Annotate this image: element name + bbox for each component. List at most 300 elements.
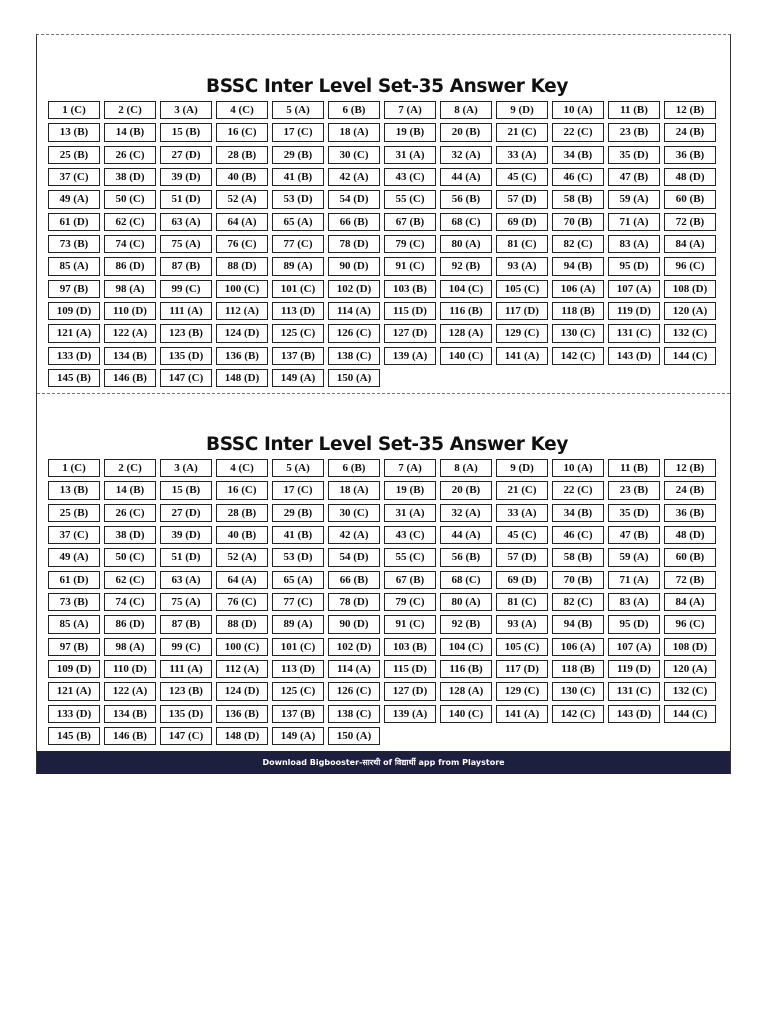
answer-cell: 69 (D) bbox=[496, 213, 548, 231]
answer-cell: 111 (A) bbox=[160, 660, 212, 678]
answer-cell: 120 (A) bbox=[664, 660, 716, 678]
answer-cell: 76 (C) bbox=[216, 235, 268, 253]
answer-cell: 51 (D) bbox=[160, 190, 212, 208]
answer-cell: 142 (C) bbox=[552, 705, 604, 723]
answer-cell: 111 (A) bbox=[160, 302, 212, 320]
answer-cell: 6 (B) bbox=[328, 459, 380, 477]
answer-cell: 20 (B) bbox=[440, 481, 492, 499]
answer-cell: 129 (C) bbox=[496, 682, 548, 700]
answer-cell: 90 (D) bbox=[328, 257, 380, 275]
answer-cell: 138 (C) bbox=[328, 705, 380, 723]
answer-cell: 38 (D) bbox=[104, 168, 156, 186]
answer-cell: 37 (C) bbox=[48, 526, 100, 544]
answer-cell: 135 (D) bbox=[160, 705, 212, 723]
answer-cell: 84 (A) bbox=[664, 593, 716, 611]
answer-cell: 1 (C) bbox=[48, 101, 100, 119]
answer-cell: 117 (D) bbox=[496, 302, 548, 320]
answer-cell: 87 (B) bbox=[160, 615, 212, 633]
answer-cell: 19 (B) bbox=[384, 481, 436, 499]
answer-cell: 123 (B) bbox=[160, 324, 212, 342]
answer-cell: 130 (C) bbox=[552, 682, 604, 700]
answer-cell: 56 (B) bbox=[440, 190, 492, 208]
answer-cell: 27 (D) bbox=[160, 146, 212, 164]
answer-cell: 146 (B) bbox=[104, 369, 156, 387]
answer-cell: 65 (A) bbox=[272, 213, 324, 231]
answer-cell: 98 (A) bbox=[104, 280, 156, 298]
answer-cell: 49 (A) bbox=[48, 548, 100, 566]
answer-cell: 48 (D) bbox=[664, 168, 716, 186]
answer-cell: 5 (A) bbox=[272, 101, 324, 119]
answer-cell: 64 (A) bbox=[216, 571, 268, 589]
answer-cell: 46 (C) bbox=[552, 168, 604, 186]
answer-cell: 137 (B) bbox=[272, 347, 324, 365]
answer-cell: 134 (B) bbox=[104, 705, 156, 723]
answer-cell: 108 (D) bbox=[664, 280, 716, 298]
answer-cell: 69 (D) bbox=[496, 571, 548, 589]
answer-cell: 127 (D) bbox=[384, 324, 436, 342]
answer-cell: 106 (A) bbox=[552, 280, 604, 298]
answer-cell: 26 (C) bbox=[104, 504, 156, 522]
answer-cell: 90 (D) bbox=[328, 615, 380, 633]
answer-cell: 140 (C) bbox=[440, 347, 492, 365]
answer-cell: 116 (B) bbox=[440, 660, 492, 678]
answer-cell: 1 (C) bbox=[48, 459, 100, 477]
answer-cell: 148 (D) bbox=[216, 727, 268, 745]
answer-cell: 124 (D) bbox=[216, 324, 268, 342]
answer-cell: 41 (B) bbox=[272, 168, 324, 186]
answer-cell: 72 (B) bbox=[664, 571, 716, 589]
answer-cell: 134 (B) bbox=[104, 347, 156, 365]
answer-cell: 25 (B) bbox=[48, 146, 100, 164]
answer-cell: 145 (B) bbox=[48, 727, 100, 745]
answer-cell: 64 (A) bbox=[216, 213, 268, 231]
answer-cell: 115 (D) bbox=[384, 660, 436, 678]
answer-key-sheet bbox=[36, 34, 731, 774]
answer-cell: 142 (C) bbox=[552, 347, 604, 365]
answer-cell: 80 (A) bbox=[440, 235, 492, 253]
answer-cell: 23 (B) bbox=[608, 123, 660, 141]
answer-cell: 121 (A) bbox=[48, 324, 100, 342]
answer-cell: 54 (D) bbox=[328, 190, 380, 208]
answer-cell: 122 (A) bbox=[104, 324, 156, 342]
answer-cell: 24 (B) bbox=[664, 481, 716, 499]
answer-cell: 110 (D) bbox=[104, 302, 156, 320]
answer-cell: 96 (C) bbox=[664, 257, 716, 275]
answer-cell: 115 (D) bbox=[384, 302, 436, 320]
answer-cell: 123 (B) bbox=[160, 682, 212, 700]
answer-cell: 103 (B) bbox=[384, 280, 436, 298]
answer-cell: 147 (C) bbox=[160, 369, 212, 387]
answer-cell: 59 (A) bbox=[608, 190, 660, 208]
answer-cell: 65 (A) bbox=[272, 571, 324, 589]
answer-cell: 5 (A) bbox=[272, 459, 324, 477]
download-footer-banner[interactable]: Download Bigbooster-सारथी of विद्यार्थी app from Playstore bbox=[37, 751, 730, 774]
answer-cell: 89 (A) bbox=[272, 615, 324, 633]
answer-cell: 72 (B) bbox=[664, 213, 716, 231]
answer-cell: 94 (B) bbox=[552, 257, 604, 275]
answer-cell: 52 (A) bbox=[216, 190, 268, 208]
answer-cell: 45 (C) bbox=[496, 168, 548, 186]
answer-cell: 95 (D) bbox=[608, 257, 660, 275]
answer-cell: 144 (C) bbox=[664, 347, 716, 365]
answer-cell: 113 (D) bbox=[272, 660, 324, 678]
answer-cell: 53 (D) bbox=[272, 548, 324, 566]
answer-cell: 78 (D) bbox=[328, 593, 380, 611]
answer-cell: 21 (C) bbox=[496, 481, 548, 499]
answer-cell: 62 (C) bbox=[104, 571, 156, 589]
answer-cell: 7 (A) bbox=[384, 459, 436, 477]
answer-cell: 71 (A) bbox=[608, 571, 660, 589]
answer-cell: 58 (B) bbox=[552, 190, 604, 208]
answer-cell: 8 (A) bbox=[440, 101, 492, 119]
answer-cell: 67 (B) bbox=[384, 571, 436, 589]
answer-cell: 18 (A) bbox=[328, 481, 380, 499]
answer-cell: 68 (C) bbox=[440, 571, 492, 589]
answer-cell: 82 (C) bbox=[552, 235, 604, 253]
answer-cell: 34 (B) bbox=[552, 504, 604, 522]
answer-cell: 30 (C) bbox=[328, 146, 380, 164]
answer-cell: 34 (B) bbox=[552, 146, 604, 164]
answer-cell: 31 (A) bbox=[384, 146, 436, 164]
answer-cell: 130 (C) bbox=[552, 324, 604, 342]
answer-cell: 13 (B) bbox=[48, 123, 100, 141]
answer-cell: 29 (B) bbox=[272, 146, 324, 164]
answer-cell: 78 (D) bbox=[328, 235, 380, 253]
answer-cell: 51 (D) bbox=[160, 548, 212, 566]
answer-cell: 15 (B) bbox=[160, 481, 212, 499]
answer-cell: 131 (C) bbox=[608, 324, 660, 342]
answer-cell: 113 (D) bbox=[272, 302, 324, 320]
answer-cell: 116 (B) bbox=[440, 302, 492, 320]
answer-cell: 119 (D) bbox=[608, 660, 660, 678]
answer-cell: 43 (C) bbox=[384, 526, 436, 544]
answer-cell: 141 (A) bbox=[496, 347, 548, 365]
answer-cell: 97 (B) bbox=[48, 280, 100, 298]
answer-cell: 52 (A) bbox=[216, 548, 268, 566]
answer-cell: 100 (C) bbox=[216, 280, 268, 298]
dashed-divider bbox=[37, 393, 730, 394]
answer-cell: 95 (D) bbox=[608, 615, 660, 633]
answer-cell: 4 (C) bbox=[216, 101, 268, 119]
answer-cell: 36 (B) bbox=[664, 146, 716, 164]
answer-cell: 140 (C) bbox=[440, 705, 492, 723]
answer-cell: 17 (C) bbox=[272, 481, 324, 499]
answer-cell: 83 (A) bbox=[608, 593, 660, 611]
answer-cell: 37 (C) bbox=[48, 168, 100, 186]
answer-cell: 39 (D) bbox=[160, 526, 212, 544]
answer-cell: 76 (C) bbox=[216, 593, 268, 611]
answer-cell: 93 (A) bbox=[496, 615, 548, 633]
answer-cell: 77 (C) bbox=[272, 235, 324, 253]
answer-cell: 2 (C) bbox=[104, 101, 156, 119]
answer-cell: 81 (C) bbox=[496, 235, 548, 253]
answer-cell: 55 (C) bbox=[384, 190, 436, 208]
answer-cell: 81 (C) bbox=[496, 593, 548, 611]
answer-cell: 101 (C) bbox=[272, 638, 324, 656]
answer-cell: 63 (A) bbox=[160, 571, 212, 589]
answer-cell: 11 (B) bbox=[608, 459, 660, 477]
answer-cell: 9 (D) bbox=[496, 459, 548, 477]
answer-cell: 30 (C) bbox=[328, 504, 380, 522]
answer-cell: 44 (A) bbox=[440, 526, 492, 544]
answer-cell: 83 (A) bbox=[608, 235, 660, 253]
answer-cell: 22 (C) bbox=[552, 123, 604, 141]
answer-cell: 102 (D) bbox=[328, 280, 380, 298]
answer-cell: 24 (B) bbox=[664, 123, 716, 141]
answer-cell: 29 (B) bbox=[272, 504, 324, 522]
answer-cell: 120 (A) bbox=[664, 302, 716, 320]
answer-cell: 12 (B) bbox=[664, 459, 716, 477]
answer-cell: 7 (A) bbox=[384, 101, 436, 119]
answer-cell: 46 (C) bbox=[552, 526, 604, 544]
answer-cell: 124 (D) bbox=[216, 682, 268, 700]
answer-cell: 138 (C) bbox=[328, 347, 380, 365]
answer-cell: 150 (A) bbox=[328, 369, 380, 387]
answer-cell: 41 (B) bbox=[272, 526, 324, 544]
answer-cell: 148 (D) bbox=[216, 369, 268, 387]
answer-cell: 28 (B) bbox=[216, 504, 268, 522]
answer-cell: 110 (D) bbox=[104, 660, 156, 678]
answer-cell: 109 (D) bbox=[48, 302, 100, 320]
answer-cell: 10 (A) bbox=[552, 101, 604, 119]
answer-cell: 68 (C) bbox=[440, 213, 492, 231]
answer-cell: 125 (C) bbox=[272, 324, 324, 342]
answer-cell: 96 (C) bbox=[664, 615, 716, 633]
answer-cell: 129 (C) bbox=[496, 324, 548, 342]
answer-cell: 74 (C) bbox=[104, 593, 156, 611]
answer-grid bbox=[48, 101, 720, 387]
answer-cell: 13 (B) bbox=[48, 481, 100, 499]
answer-cell: 147 (C) bbox=[160, 727, 212, 745]
answer-key-section-1 bbox=[48, 73, 720, 387]
answer-cell: 61 (D) bbox=[48, 213, 100, 231]
answer-cell: 92 (B) bbox=[440, 615, 492, 633]
answer-cell: 104 (C) bbox=[440, 280, 492, 298]
answer-cell: 133 (D) bbox=[48, 705, 100, 723]
answer-cell: 47 (B) bbox=[608, 526, 660, 544]
answer-cell: 109 (D) bbox=[48, 660, 100, 678]
answer-cell: 75 (A) bbox=[160, 593, 212, 611]
answer-cell: 105 (C) bbox=[496, 638, 548, 656]
answer-cell: 18 (A) bbox=[328, 123, 380, 141]
answer-cell: 55 (C) bbox=[384, 548, 436, 566]
answer-cell: 36 (B) bbox=[664, 504, 716, 522]
answer-cell: 127 (D) bbox=[384, 682, 436, 700]
answer-cell: 101 (C) bbox=[272, 280, 324, 298]
answer-cell: 133 (D) bbox=[48, 347, 100, 365]
answer-cell: 141 (A) bbox=[496, 705, 548, 723]
answer-cell: 63 (A) bbox=[160, 213, 212, 231]
answer-cell: 27 (D) bbox=[160, 504, 212, 522]
answer-cell: 42 (A) bbox=[328, 526, 380, 544]
answer-cell: 100 (C) bbox=[216, 638, 268, 656]
answer-cell: 85 (A) bbox=[48, 615, 100, 633]
answer-cell: 99 (C) bbox=[160, 638, 212, 656]
answer-cell: 94 (B) bbox=[552, 615, 604, 633]
answer-cell: 71 (A) bbox=[608, 213, 660, 231]
answer-cell: 35 (D) bbox=[608, 146, 660, 164]
answer-cell: 45 (C) bbox=[496, 526, 548, 544]
answer-cell: 77 (C) bbox=[272, 593, 324, 611]
answer-cell: 67 (B) bbox=[384, 213, 436, 231]
answer-cell: 20 (B) bbox=[440, 123, 492, 141]
answer-cell: 32 (A) bbox=[440, 146, 492, 164]
answer-cell: 39 (D) bbox=[160, 168, 212, 186]
answer-cell: 107 (A) bbox=[608, 638, 660, 656]
answer-cell: 79 (C) bbox=[384, 593, 436, 611]
answer-cell: 112 (A) bbox=[216, 302, 268, 320]
answer-cell: 9 (D) bbox=[496, 101, 548, 119]
answer-cell: 66 (B) bbox=[328, 571, 380, 589]
answer-cell: 86 (D) bbox=[104, 257, 156, 275]
answer-cell: 35 (D) bbox=[608, 504, 660, 522]
answer-cell: 86 (D) bbox=[104, 615, 156, 633]
answer-cell: 88 (D) bbox=[216, 615, 268, 633]
answer-cell: 47 (B) bbox=[608, 168, 660, 186]
answer-cell: 84 (A) bbox=[664, 235, 716, 253]
answer-cell: 62 (C) bbox=[104, 213, 156, 231]
answer-cell: 75 (A) bbox=[160, 235, 212, 253]
answer-cell: 60 (B) bbox=[664, 190, 716, 208]
answer-cell: 114 (A) bbox=[328, 302, 380, 320]
answer-cell: 131 (C) bbox=[608, 682, 660, 700]
answer-cell: 66 (B) bbox=[328, 213, 380, 231]
answer-cell: 144 (C) bbox=[664, 705, 716, 723]
answer-cell: 73 (B) bbox=[48, 235, 100, 253]
answer-cell: 119 (D) bbox=[608, 302, 660, 320]
answer-cell: 73 (B) bbox=[48, 593, 100, 611]
answer-cell: 85 (A) bbox=[48, 257, 100, 275]
answer-cell: 106 (A) bbox=[552, 638, 604, 656]
answer-cell: 58 (B) bbox=[552, 548, 604, 566]
answer-cell: 125 (C) bbox=[272, 682, 324, 700]
answer-cell: 25 (B) bbox=[48, 504, 100, 522]
answer-cell: 102 (D) bbox=[328, 638, 380, 656]
answer-cell: 121 (A) bbox=[48, 682, 100, 700]
answer-cell: 118 (B) bbox=[552, 302, 604, 320]
answer-cell: 49 (A) bbox=[48, 190, 100, 208]
answer-cell: 139 (A) bbox=[384, 347, 436, 365]
answer-cell: 14 (B) bbox=[104, 481, 156, 499]
answer-cell: 43 (C) bbox=[384, 168, 436, 186]
answer-grid bbox=[48, 459, 720, 745]
answer-cell: 146 (B) bbox=[104, 727, 156, 745]
answer-cell: 117 (D) bbox=[496, 660, 548, 678]
answer-cell: 3 (A) bbox=[160, 459, 212, 477]
answer-cell: 128 (A) bbox=[440, 682, 492, 700]
answer-cell: 32 (A) bbox=[440, 504, 492, 522]
answer-cell: 16 (C) bbox=[216, 123, 268, 141]
answer-cell: 23 (B) bbox=[608, 481, 660, 499]
answer-cell: 99 (C) bbox=[160, 280, 212, 298]
answer-cell: 105 (C) bbox=[496, 280, 548, 298]
answer-cell: 89 (A) bbox=[272, 257, 324, 275]
answer-cell: 91 (C) bbox=[384, 615, 436, 633]
answer-cell: 126 (C) bbox=[328, 682, 380, 700]
answer-cell: 26 (C) bbox=[104, 146, 156, 164]
section-title: BSSC Inter Level Set-35 Answer Key bbox=[206, 76, 568, 97]
answer-cell: 87 (B) bbox=[160, 257, 212, 275]
answer-cell: 31 (A) bbox=[384, 504, 436, 522]
answer-cell: 12 (B) bbox=[664, 101, 716, 119]
answer-cell: 104 (C) bbox=[440, 638, 492, 656]
answer-cell: 4 (C) bbox=[216, 459, 268, 477]
answer-cell: 53 (D) bbox=[272, 190, 324, 208]
answer-cell: 54 (D) bbox=[328, 548, 380, 566]
answer-cell: 145 (B) bbox=[48, 369, 100, 387]
answer-cell: 112 (A) bbox=[216, 660, 268, 678]
answer-cell: 50 (C) bbox=[104, 190, 156, 208]
answer-cell: 17 (C) bbox=[272, 123, 324, 141]
answer-cell: 122 (A) bbox=[104, 682, 156, 700]
answer-cell: 8 (A) bbox=[440, 459, 492, 477]
answer-cell: 149 (A) bbox=[272, 369, 324, 387]
answer-cell: 91 (C) bbox=[384, 257, 436, 275]
answer-cell: 139 (A) bbox=[384, 705, 436, 723]
answer-key-section-2 bbox=[48, 431, 720, 745]
answer-cell: 48 (D) bbox=[664, 526, 716, 544]
answer-cell: 70 (B) bbox=[552, 213, 604, 231]
answer-cell: 97 (B) bbox=[48, 638, 100, 656]
answer-cell: 60 (B) bbox=[664, 548, 716, 566]
answer-cell: 82 (C) bbox=[552, 593, 604, 611]
answer-cell: 132 (C) bbox=[664, 324, 716, 342]
answer-cell: 149 (A) bbox=[272, 727, 324, 745]
answer-cell: 136 (B) bbox=[216, 705, 268, 723]
answer-cell: 15 (B) bbox=[160, 123, 212, 141]
answer-cell: 70 (B) bbox=[552, 571, 604, 589]
answer-cell: 3 (A) bbox=[160, 101, 212, 119]
answer-cell: 40 (B) bbox=[216, 526, 268, 544]
answer-cell: 98 (A) bbox=[104, 638, 156, 656]
answer-cell: 88 (D) bbox=[216, 257, 268, 275]
answer-cell: 136 (B) bbox=[216, 347, 268, 365]
answer-cell: 10 (A) bbox=[552, 459, 604, 477]
answer-cell: 118 (B) bbox=[552, 660, 604, 678]
answer-cell: 28 (B) bbox=[216, 146, 268, 164]
answer-cell: 22 (C) bbox=[552, 481, 604, 499]
answer-cell: 93 (A) bbox=[496, 257, 548, 275]
answer-cell: 57 (D) bbox=[496, 190, 548, 208]
answer-cell: 108 (D) bbox=[664, 638, 716, 656]
section-title: BSSC Inter Level Set-35 Answer Key bbox=[206, 434, 568, 455]
answer-cell: 61 (D) bbox=[48, 571, 100, 589]
answer-cell: 33 (A) bbox=[496, 504, 548, 522]
answer-cell: 74 (C) bbox=[104, 235, 156, 253]
answer-cell: 80 (A) bbox=[440, 593, 492, 611]
answer-cell: 137 (B) bbox=[272, 705, 324, 723]
answer-cell: 57 (D) bbox=[496, 548, 548, 566]
answer-cell: 107 (A) bbox=[608, 280, 660, 298]
answer-cell: 143 (D) bbox=[608, 347, 660, 365]
answer-cell: 19 (B) bbox=[384, 123, 436, 141]
answer-cell: 114 (A) bbox=[328, 660, 380, 678]
answer-cell: 44 (A) bbox=[440, 168, 492, 186]
answer-cell: 126 (C) bbox=[328, 324, 380, 342]
answer-cell: 40 (B) bbox=[216, 168, 268, 186]
answer-cell: 21 (C) bbox=[496, 123, 548, 141]
answer-cell: 38 (D) bbox=[104, 526, 156, 544]
answer-cell: 150 (A) bbox=[328, 727, 380, 745]
answer-cell: 6 (B) bbox=[328, 101, 380, 119]
answer-cell: 132 (C) bbox=[664, 682, 716, 700]
answer-cell: 16 (C) bbox=[216, 481, 268, 499]
answer-cell: 2 (C) bbox=[104, 459, 156, 477]
answer-cell: 11 (B) bbox=[608, 101, 660, 119]
answer-cell: 59 (A) bbox=[608, 548, 660, 566]
answer-cell: 143 (D) bbox=[608, 705, 660, 723]
answer-cell: 103 (B) bbox=[384, 638, 436, 656]
